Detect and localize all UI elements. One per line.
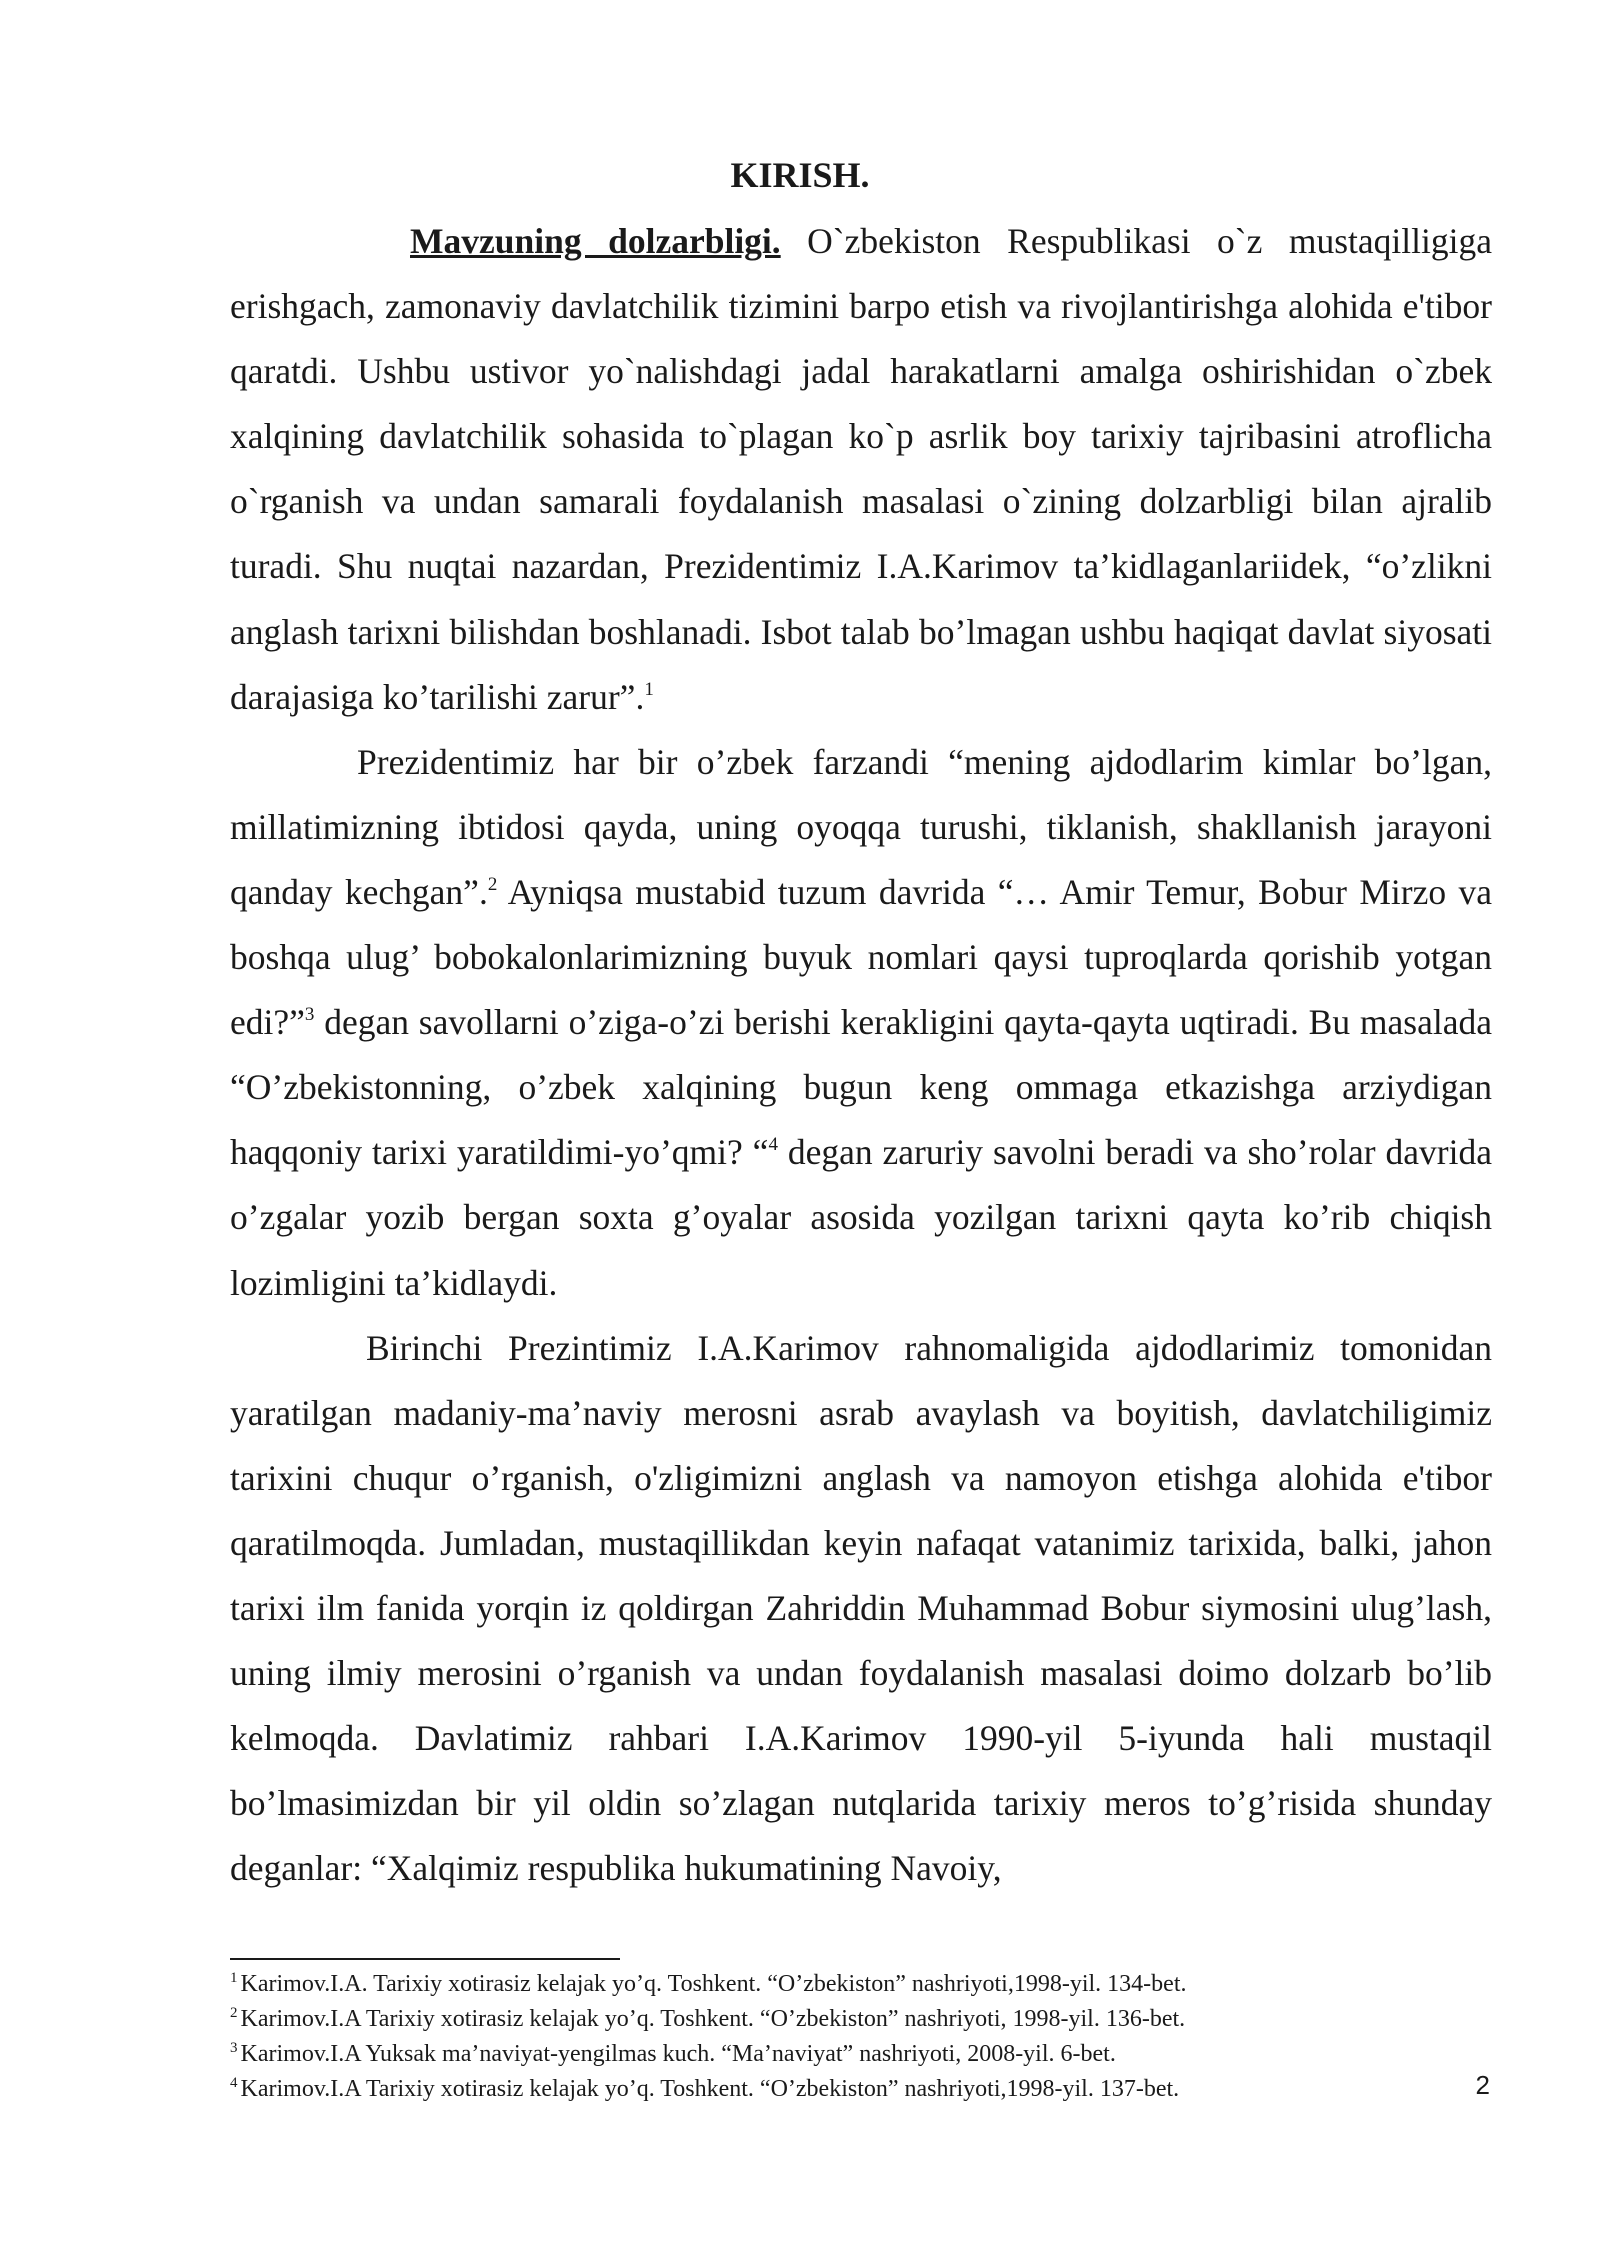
- paragraph-1: [230, 209, 1492, 730]
- footnote-number: 2: [230, 2005, 238, 2021]
- footnote-number: 4: [230, 2075, 238, 2091]
- footnote-text: Karimov.I.A. Tarixiy xotirasiz kelajak yo’q. Toshkent. “O’zbekiston” nashriyoti,1998-yil. 134-bet.: [240, 1971, 1187, 1997]
- footnote-3: [230, 2037, 1492, 2072]
- footnote-separator: [230, 1958, 620, 1960]
- footnote-1: [230, 1967, 1492, 2002]
- footnote-4: [230, 2072, 1492, 2107]
- paragraph-text: degan savollarni o’ziga-o’zi berishi kerakligini qayta-qayta uqtiradi. Bu masalada “O’zbekistonning, o’zbek xalqining bugun keng ommaga etkazishga arziydigan haqqoniy tarixi yaratildimi-yo’qmi? “: [230, 1002, 1492, 1173]
- footnote-ref-2[interactable]: 2: [487, 873, 498, 895]
- footnote-ref-4[interactable]: 4: [768, 1134, 778, 1156]
- footnote-ref-1[interactable]: 1: [644, 678, 654, 700]
- paragraph-text: degan zaruriy savolni beradi va sho’rolar davrida o’zgalar yozib bergan soxta g’oyalar asosida yozilgan tarixni qayta ko’rib chiqish lozimligini ta’kidlaydi.: [230, 1132, 1492, 1303]
- footnote-ref-3[interactable]: 3: [304, 1004, 315, 1026]
- paragraph-3: [230, 1316, 1492, 1902]
- section-heading: KIRISH.: [730, 155, 870, 195]
- footnote-text: Karimov.I.A Yuksak ma’naviyat-yengilmas kuch. “Ma’naviyat” nashriyoti, 2008-yil. 6-bet.: [240, 2041, 1116, 2067]
- body-text: [230, 209, 1492, 1901]
- footnote-text: Karimov.I.A Tarixiy xotirasiz kelajak yo’q. Toshkent. “O’zbekiston” nashriyoti, 1998-yil. 136-bet.: [240, 2006, 1186, 2032]
- footnote-number: 1: [230, 1970, 238, 1986]
- subheading-relevance: Mavzuning dolzarbligi.: [410, 221, 781, 261]
- paragraph-2: [230, 730, 1492, 1316]
- paragraph-text: Prezidentimiz har bir o’zbek farzandi “mening ajdodlarim kimlar bo’lgan, millatimizning ibtidosi qayda, uning oyoqqa turushi, tiklanish, shakllanish jarayoni qanday kechgan”.: [230, 741, 1492, 912]
- footnote-text: Karimov.I.A Tarixiy xotirasiz kelajak yo’q. Toshkent. “O’zbekiston” nashriyoti,1998-yil. 137-bet.: [240, 2076, 1180, 2102]
- page-number: 2: [1475, 2070, 1490, 2100]
- paragraph-text: Birinchi Prezintimiz I.A.Karimov rahnomaligida ajdodlarimiz tomonidan yaratilgan madaniy-ma’naviy merosni asrab avaylash va boyitish, davlatchiligimiz tarixini chuqur o’rganish, o'zligimizni anglash va namoyon etishga alohida e'tibor qaratilmoqda. Jumladan, mustaqillikdan keyin nafaqat vatanimiz tarixida, balki, jahon tarixi ilm fanida yorqin iz qoldirgan Zahriddin Muhammad Bobur siymosini ulug’lash, uning ilmiy merosini o’rganish va undan foydalanish masalasi doimo dolzarb bo’lib kelmoqda. Davlatimiz rahbari I.A.Karimov 1990-yil 5-iyunda hali mustaqil bo’lmasimizdan bir yil oldin so’zlagan nutqlarida tarixiy meros to’g’risida shunday deganlar: “Xalqimiz respublika hukumatining Navoiy,: [230, 1327, 1492, 1889]
- paragraph-text: Ayniqsa mustabid tuzum davrida “… Amir Temur, Bobur Mirzo va boshqa ulug’ bobokalonlarimizning buyuk nomlari qaysi tuproqlarda qorishib yotgan edi?”: [230, 871, 1492, 1043]
- paragraph-text: O`zbekiston Respublikasi o`z mustaqilligiga erishgach, zamonaviy davlatchilik tizimini barpo etish va rivojlantirishga alohida e'tibor qaratdi. Ushbu ustivor yo`nalishdagi jadal harakatlarni amalga oshirishidan o`zbek xalqining davlatchilik sohasida to`plagan ko`p asrlik boy tarixiy tajribasini atroflicha o`rganish va undan samarali foydalanish masalasi o`zining dolzarbligi bilan ajralib turadi. Shu nuqtai nazardan, Prezidentimiz I.A.Karimov ta’kidlaganlariidek, “o’zlikni anglash tarixni bilishdan boshlanadi. Isbot talab bo’lmagan ushbu haqiqat davlat siyosati darajasiga ko’tarilishi zarur”.: [230, 221, 1492, 717]
- footnote-2: [230, 2002, 1492, 2037]
- footnotes: [230, 1967, 1492, 2107]
- footnote-number: 3: [230, 2040, 238, 2056]
